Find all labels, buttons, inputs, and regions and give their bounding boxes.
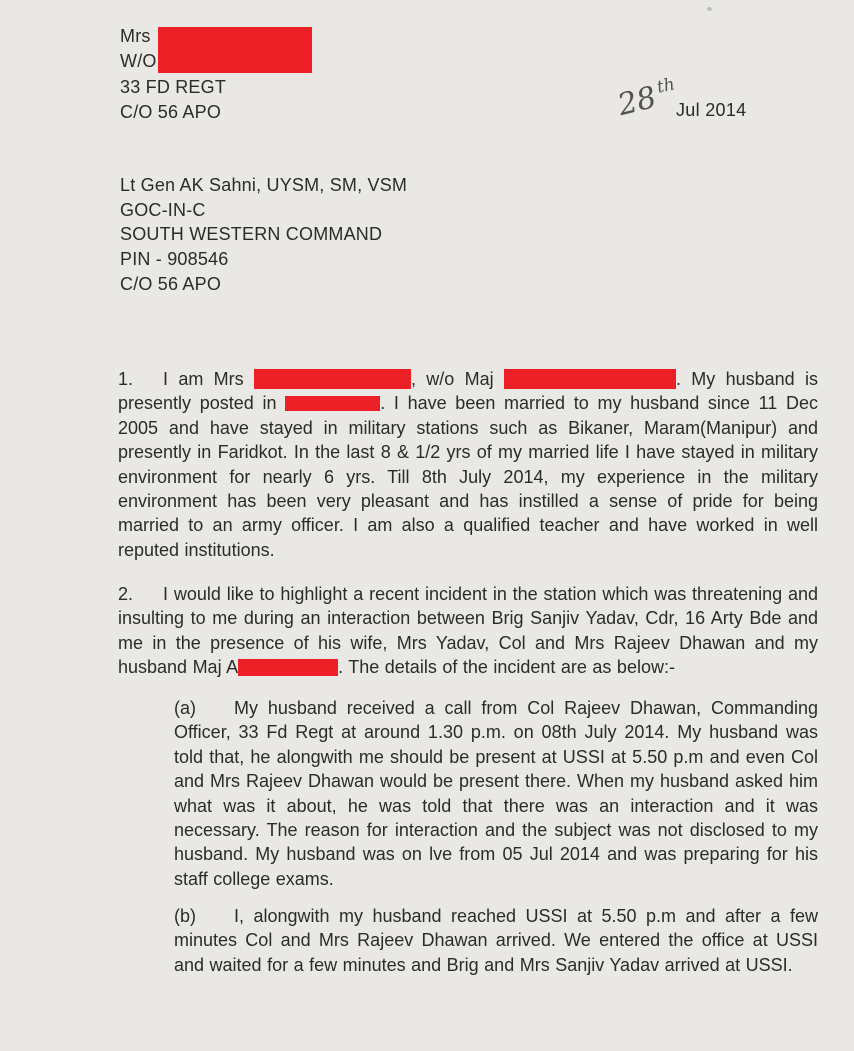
recipient-appointment-line: GOC-IN-C [120,199,206,220]
subparagraph-a [174,696,818,891]
paragraph-1-number: 1. [118,369,134,389]
redaction-box-posting-unit [285,396,380,411]
subparagraph-a-label: (a) [174,698,196,718]
paragraph-2-number: 2. [118,584,134,604]
redaction-box-sender-name [158,27,312,73]
subparagraph-a-text: My husband received a call from Col Rajeev Dhawan, Commanding Officer, 33 Fd Regt at around 1.30 p.m. on 08th July 2014. My husband was told that, he alongwith me should be present at USSI at 5.50 p.m and even Col and Mrs Rajeev Dhawan would be present there. When my husband asked him what was it about, he was told that there was an interaction and it was necessary. The reason for interaction and the subject was not disclosed to my husband. My husband was on lve from 05 Jul 2014 and was preparing for his staff college exams. [174,698,818,889]
paragraph-2 [118,582,818,680]
redaction-box-husband-surname [238,659,338,676]
subparagraph-b-label: (b) [174,906,196,926]
recipient-apo-line: C/O 56 APO [120,273,222,294]
recipient-block [120,173,407,297]
paragraph-1-text: I am Mrs , w/o Maj . My husband is presently posted in . I have been married to my husband since 11 Dec 2005 and have stayed in military stations such as Bikaner, Maram(Manipur) and presently in Faridkot. In the last 8 & 1/2 yrs of my married life I have stayed in military environment for nearly 6 yrs. Till 8th July 2014, my experience in the military environment has been very pleasant and has instilled a sense of pride for being married to an army officer. I am also a qualified teacher and have worked in well reputed institutions. [118,369,819,560]
subparagraph-b [174,904,818,977]
date-month-year: Jul 2014 [676,100,747,120]
redaction-box-husband-name [504,369,676,389]
sender-unit: 33 FD REGT [120,76,227,97]
paragraph-1 [118,367,818,562]
sender-apo: C/O 56 APO [120,102,222,123]
handwritten-date-day: 28 [614,79,660,124]
sender-salutation: Mrs [120,26,151,46]
scan-speck [707,7,712,11]
recipient-name-line: Lt Gen AK Sahni, UYSM, SM, VSM [120,175,408,195]
redaction-box-wife-name [254,369,411,389]
handwritten-date-ordinal: th [655,74,677,98]
recipient-command-line: SOUTH WESTERN COMMAND [120,224,383,245]
recipient-pin-line: PIN - 908546 [120,249,229,270]
paragraph-2-text: I would like to highlight a recent incident in the station which was threatening and insulting to me during an interaction between Brig Sanjiv Yadav, Cdr, 16 Arty Bde and me in the presence of his wife, Mrs Yadav, Col and Mrs Rajeev Dhawan and my husband Maj A . The details of the incident are as below:- [118,584,818,678]
subparagraph-b-text: I, alongwith my husband reached USSI at 5.50 p.m and after a few minutes Col and Mrs Rajeev Dhawan arrived. We entered the office at USSI and waited for a few minutes and Brig and Mrs Sanjiv Yadav arrived at USSI. [174,906,818,975]
sender-relation: W/O [120,51,157,72]
